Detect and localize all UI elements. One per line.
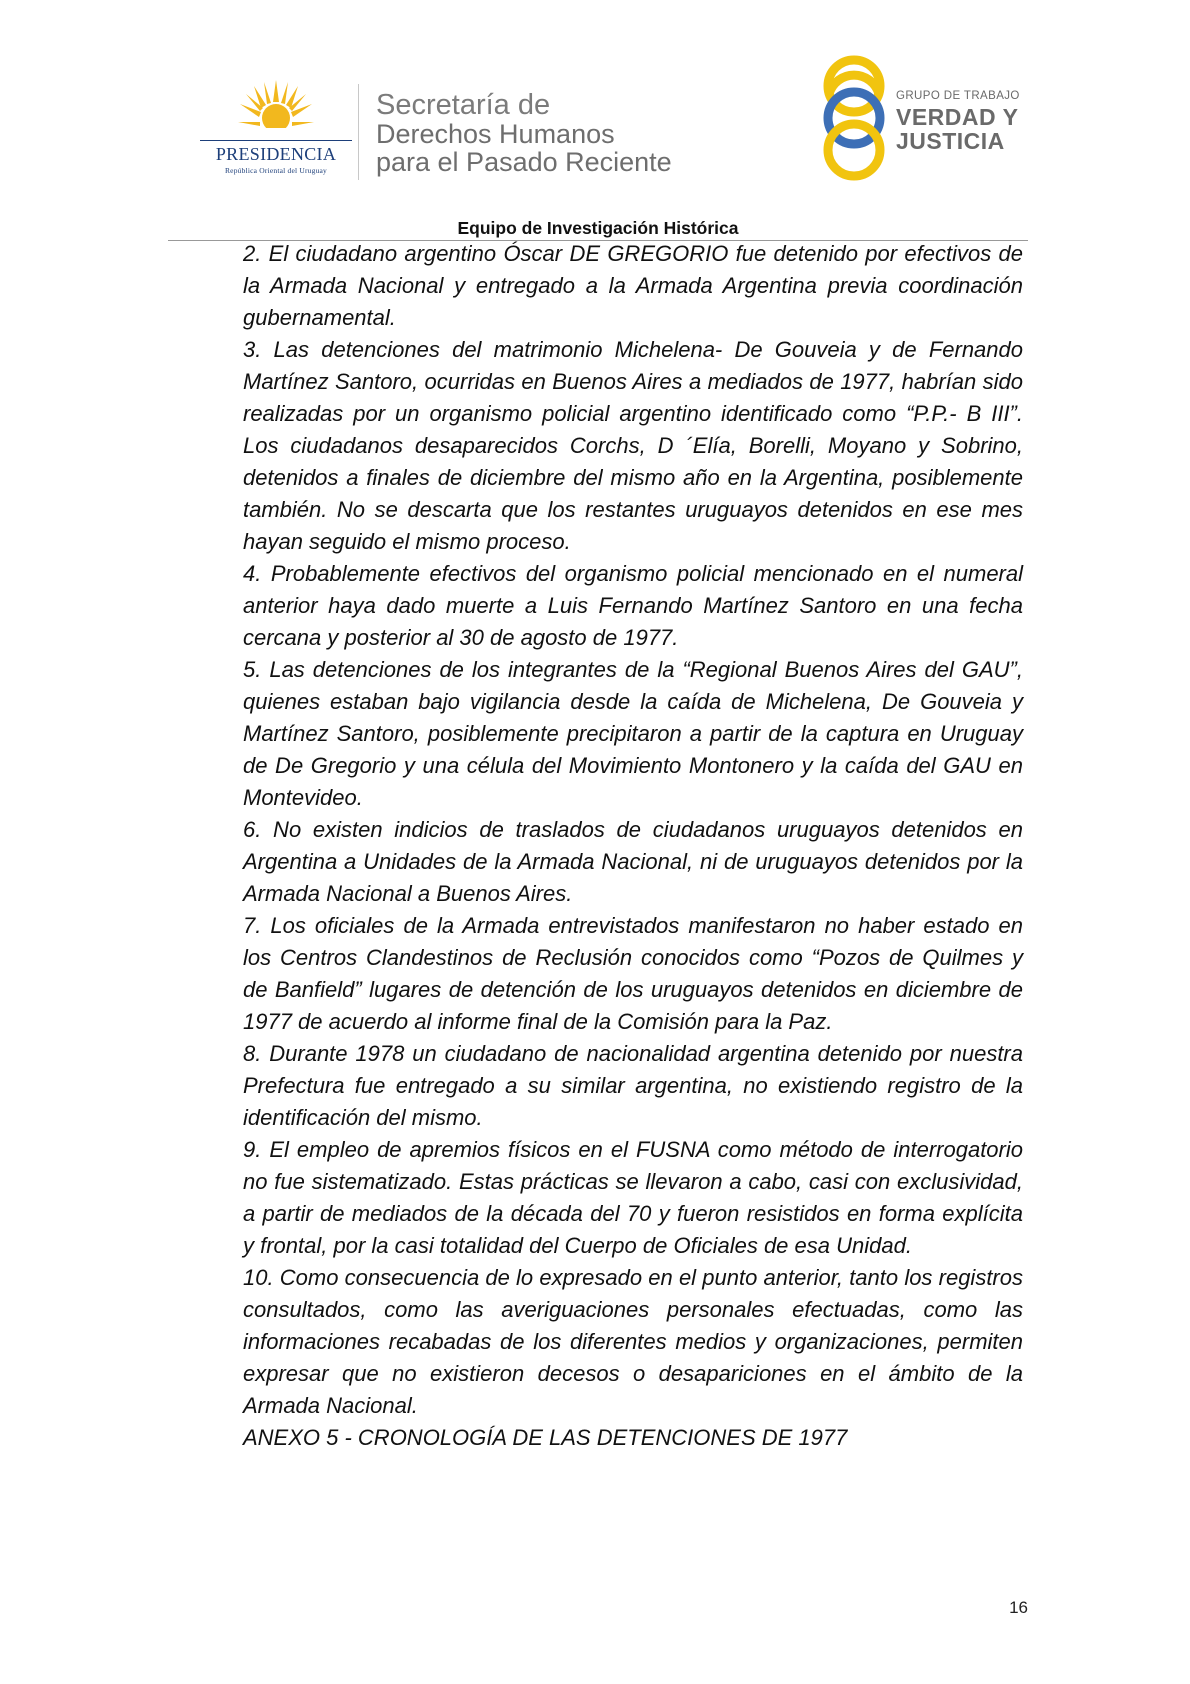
- secretaria-line-3: para el Pasado Reciente: [376, 147, 672, 177]
- paragraph-7: 7. Los oficiales de la Armada entrevistados manifestaron no haber estado en los Centros Clandestinos de Reclusión conocidos como “Pozos de Quilmes y de Banfield” lugares de detención de los uruguayos detenidos en diciembre de 1977 de acuerdo al informe final de la Comisión para la Paz.: [243, 913, 1023, 1034]
- paragraph-5: 5. Las detenciones de los integrantes de la “Regional Buenos Aires del GAU”, quienes estaban bajo vigilancia desde la caída de Michelena, De Gouveia y Martínez Santoro, posiblemente precipitaron a partir de la captura en Uruguay de De Gregorio y una célula del Movimiento Montonero y la caída del GAU en Montevideo.: [243, 657, 1023, 810]
- paragraph-9: 9. El empleo de apremios físicos en el FUSNA como método de interrogatorio no fue sistematizado. Estas prácticas se llevaron a cabo, casi con exclusividad, a partir de mediados de la década del 70 y fueron resistidos en forma explícita y frontal, por la casi totalidad del Cuerpo de Oficiales de esa Unidad.: [243, 1137, 1023, 1258]
- paragraph-4: 4. Probablemente efectivos del organismo policial mencionado en el numeral anterior haya dado muerte a Luis Fernando Martínez Santoro en una fecha cercana y posterior al 30 de agosto de 1977.: [243, 561, 1023, 650]
- secretaria-logo-text: [376, 90, 672, 176]
- linked-rings-icon: [818, 54, 890, 182]
- document-body: [243, 238, 1023, 1454]
- paragraph-6: 6. No existen indicios de traslados de ciudadanos uruguayos detenidos en Argentina a Unidades de la Armada Nacional, ni de uruguayos detenidos por la Armada Nacional a Buenos Aires.: [243, 817, 1023, 906]
- grupo-line-1: GRUPO DE TRABAJO: [896, 90, 1020, 102]
- verdad-justicia-logo: [818, 54, 1038, 184]
- logo-divider: [358, 84, 359, 180]
- presidencia-subtitle: República Oriental del Uruguay: [224, 166, 327, 175]
- page-number: 16: [1009, 1598, 1028, 1617]
- secretaria-line-1: Secretaría de: [376, 89, 551, 121]
- presidencia-title: PRESIDENCIA: [215, 144, 337, 164]
- annex-title: ANEXO 5 - CRONOLOGÍA DE LAS DETENCIONES DE 1977: [243, 1425, 848, 1450]
- presidencia-logo: [196, 78, 356, 178]
- page-header: [0, 0, 1190, 240]
- grupo-line-3: JUSTICIA: [896, 128, 1005, 154]
- grupo-line-2: VERDAD Y: [896, 104, 1019, 130]
- presidencia-rule: [200, 140, 352, 141]
- secretaria-line-2: Derechos Humanos: [376, 119, 615, 149]
- paragraph-2: 2. El ciudadano argentino Óscar DE GREGORIO fue detenido por efectivos de la Armada Nacional y entregado a la Armada Argentina previa coordinación gubernamental.: [243, 241, 1023, 330]
- paragraph-10: 10. Como consecuencia de lo expresado en el punto anterior, tanto los registros consultados, como las averiguaciones personales efectuadas, como las informaciones recabadas de los diferentes medios y organizaciones, permiten expresar que no existieron decesos o desapariciones en el ámbito de la Armada Nacional.: [243, 1265, 1023, 1418]
- paragraph-3: 3. Las detenciones del matrimonio Michelena- De Gouveia y de Fernando Martínez Santoro, ocurridas en Buenos Aires a mediados de 1977, habrían sido realizadas por un organismo policial argentino identificado como “P.P.- B III”. Los ciudadanos desaparecidos Corchs, D ´Elía, Borelli, Moyano y Sobrino, detenidos a finales de diciembre del mismo año en la Argentina, posiblemente también. No se descarta que los restantes uruguayos detenidos en ese mes hayan seguido el mismo proceso.: [243, 337, 1023, 554]
- team-title: Equipo de Investigación Histórica: [457, 218, 739, 238]
- paragraph-8: 8. Durante 1978 un ciudadano de nacionalidad argentina detenido por nuestra Prefectura fue entregado a su similar argentina, no existiendo registro de la identificación del mismo.: [243, 1041, 1023, 1130]
